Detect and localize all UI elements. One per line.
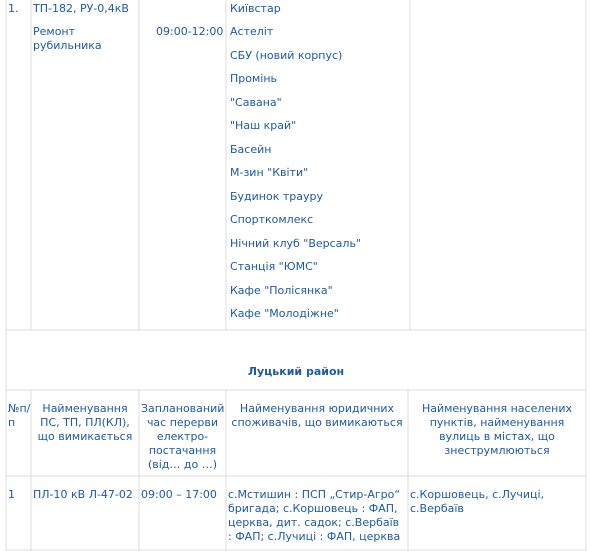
list-item: Кафе "Полісянка"	[230, 284, 333, 297]
list-item: "Наш край"	[230, 119, 297, 132]
row2-number: 1	[8, 488, 15, 501]
list-item: Спорткомлекс	[230, 213, 314, 226]
list-item: Будинок трауру	[230, 190, 324, 203]
header-consumers: Найменування юридичних споживачів, що вимикаються	[231, 402, 403, 429]
row1-number: 1.	[8, 2, 19, 15]
list-item: Київстар	[230, 2, 281, 15]
list-item: Промінь	[230, 72, 278, 85]
row2-line: ПЛ-10 кВ Л-47-02	[33, 488, 133, 501]
row2-consumers: с.Мстишин : ПСП „Стир-Агро“ бригада; с.Коршовець : ФАП, церква, дит. садок; с.Вербаїв : ФАП; с.Лучиці : ФАП, церква	[228, 488, 401, 543]
row1-time: 09:00-12:00	[156, 25, 224, 38]
list-item: Станція "ЮМС"	[230, 260, 318, 273]
row1-substation: ТП-182, РУ-0,4кВ	[33, 2, 129, 15]
district-title: Луцький район	[247, 365, 345, 378]
list-item: СБУ (новий корпус)	[230, 49, 343, 62]
list-item: Басейн	[230, 143, 272, 156]
row2-time: 09:00 – 17:00	[141, 488, 217, 501]
list-item: Нічний клуб "Версаль"	[230, 237, 361, 250]
header-period: Запланований час перерви електро-постачання (від… до …)	[141, 402, 225, 471]
list-item: Кафе "Молодіжне"	[230, 307, 339, 320]
list-item: "Савана"	[230, 96, 282, 109]
header-settlements: Найменування населених пунктів, найменування вулиць в містах, що знеструмлюються	[421, 402, 573, 457]
list-item: М-зин "Квіти"	[230, 166, 309, 179]
row1-work: Ремонт рубильника	[33, 25, 102, 52]
list-item: Астеліт	[230, 25, 274, 38]
header-name: Найменування ПС, ТП, ПЛ(КЛ), що вимикається	[37, 402, 133, 443]
header-number: №п/п	[8, 402, 31, 429]
row2-settlements: с.Коршовець, с.Лучиці, с.Вербаїв	[410, 488, 545, 515]
